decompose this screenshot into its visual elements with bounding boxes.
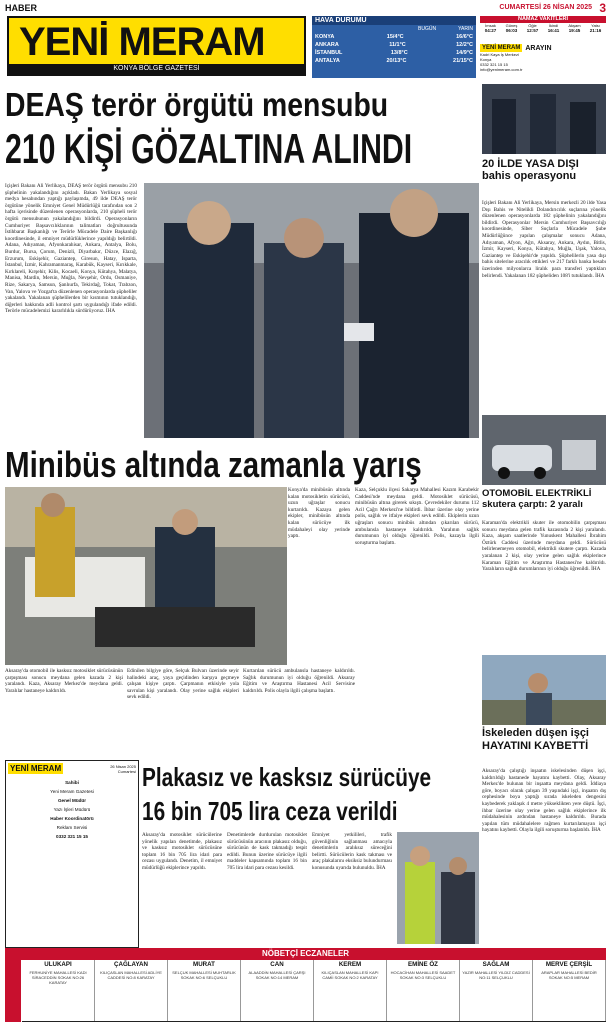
article-plate-col1: Aksaray'da motosiklet sürücülerine yönelik yapılan denetimde, plakasız ve kasksız motosiklet sürücüsüne toplam 16 bin 705 lira idari para cezası uygulandı. Denetim, il emniyet müdürlüğü ekiplerince yapıldı. [142,832,222,871]
prayer-times [480,16,606,44]
pharmacy-address: KILIÇASLAN MAHALLESİ KAPI CAMİİ SOKAK NO:2 KARATAY [321,970,379,980]
pharmacy-name: SAĞLAM [482,961,510,968]
prayer-time: 06:03 [505,28,518,33]
article-plate-col2: Denetimlerde durdurulan motosiklet sürücüsünün aracının plakasız olduğu, sürücünün de kask takmadığı tespit edildi. Bunun üzerine sürücüye ilgili maddeler kapsamında toplam 16 bin 705 lira idari para cezası kesildi. [227,832,307,871]
contact-cta: ARAYIN [525,44,552,52]
pharmacy-item [460,960,533,1021]
photo-police-checkpoint [397,832,479,944]
pharmacy-address: ALAADDİN MAHALLESİ ÇARŞI SOKAK NO:14 MERAM [248,970,306,980]
headline-deas[interactable] [5,84,479,180]
masthead-name: YENİ MERAM [19,20,265,64]
pharmacy-name: MURAT [193,961,215,968]
headline-minibus-text: Minibüs altında zamanla yarış [5,444,422,485]
article-deas-body: İçişleri Bakanı Ali Yerlikaya, DEAŞ terör örgütü mensubu 210 şüphelinin yakalandığını açıkladı. Bakan Yerlikaya sosyal medya hesabından yaptığı paylaşımda, 49 ilde DEAŞ terör örgütüne yönelik Emniyet Genel Müdürlüğü tarafından son 2 hafta içerisinde düzenlenen operasyonlarda, 210 şüpheli terör örgütü mensubunun yakalandığını bildirdi. Operasyonların Cumhuriyet Başsavcılıklarının talimatları doğrultusunda İstihbarat Başkanlığı ve Terörle Mücadele Daire Başkanlığı koordinesinde, il emniyet müdürlüklerince yapıldığı belirtildi. Adana, Adıyaman, Afyonkarahisar, Ankara, Antalya, Bolu, Burdur, Bursa, Çorum, Denizli, Diyarbakır, Düzce, Elazığ, Erzurum, Eskişehir, Gaziantep, Giresun, Hatay, Isparta, İstanbul, İzmir, Kahramanmaraş, Karabük, Kayseri, Kırıkkale, Kırklareli, Kırşehir, Kilis, Kocaeli, Konya, Kütahya, Malatya, Manisa, Mardin, Mersin, Muğla, Nevşehir, Ordu, Osmaniye, Rize, Sakarya, Samsun, Şanlıurfa, Tekirdağ, Tokat, Trabzon, Van, Yalova ve Yozgat'ta düzenlenen operasyonlarda şüpheliler yakalandı. Yakalanan şüphelilerden bir kısmının tutuklandığı, diğerleri hakkında adli kontrol şartı uygulandığı ifade edildi. Terörle mücadelemizi kararlılıkla sürdürüyoruz. İHA [5,183,137,315]
contact-line: 0332 321 15 15 [480,62,508,67]
article-plate-col3: Emniyet yetkilileri, trafik güvenliğinin sağlanması amacıyla denetimlerin aralıksız süreceğini belirtti. Sürücülerin kask takması ve araç plakalarını eksiksiz bulundurması konusunda uyarıda bulunuldu. İHA [312,832,392,871]
prayer-time: 19:45 [568,28,581,33]
photo-betting-operation [482,84,606,154]
weather-today-temp: 20/13°C [386,58,407,64]
prayer-label: Yatsı [591,23,600,28]
article-minibus-row3: Kurtarılan sürücü ambulansla hastaneye kaldırıldı. Sağlık durumunun iyi olduğu öğrenildi. Aksaray Eğitim ve Araştırma Hastanesi Acil Servisine kaldırıldı. Polis olayla ilgili çalışma başlattı. [243,668,355,694]
pharmacy-item [95,960,168,1021]
imprint-brand: YENİ MERAM [10,764,62,773]
imprint-line: Haber Koordinatörü [50,816,94,821]
article-scooter-body: Karaman'da elektrikli skuter ile otomobilin çarpışması sonucu meydana gelen trafik kazasında 2 kişi yaralandı. Kaza, akşam saatlerinde Yunuskent Mahallesi İbrahim Öztürk Caddesi üzerinde meydana geldi. Sürücüsü belirlenemeyen otomobil, elektrikli skutere çarptı. Kazada yaralanan 2 kişi, olay yerine gelen sağlık ekiplerince Karaman Eğitim ve Araştırma Hastanesi'ne kaldırıldı. Yaralıların sağlık durumlarının iyi olduğu öğrenildi. İHA [482,520,606,573]
prayer-time: 21:16 [589,28,602,33]
contact-brand: YENİ MERAM [482,45,521,51]
masthead-logo[interactable] [7,16,306,76]
pharmacy-address: KILIÇASLAN MAHALLESİ ADLİYE CADDESİ NO:8 KARATAY [100,970,162,980]
headline-minibus[interactable] [5,443,479,488]
pharmacy-title: NÖBETÇİ ECZANELER [5,948,606,960]
prayer-label: İmsak [485,23,496,28]
article-minibus-col2: Kaza, Selçuklu ilçesi Sakarya Mahallesi Kazım Karabekir Caddesi'nde meydana geldi. Motosiklet sürücüsü, minibüsün altına girerek sıkıştı. Çevredekiler durumu 112 Acil Çağrı Merkezi'ne bildirdi. İhbar üzerine olay yerine polis, sağlık ve itfaiye ekipleri sevk edildi. Ekiplerin uzun uğraşları sonucu minibüs altından çıkarılan sürücü, ambulansla hastaneye kaldırıldı. Yaralının sağlık durumunun iyi olduğu öğrenildi. Polis, kazayla ilgili soruşturma başlattı. [355,487,479,546]
weather-title: HAVA DURUMU [312,16,476,25]
article-minibus-row1: Aksaray'da otomobil ile kasksız motosiklet sürücüsünün çarpışması sonucu meydana gelen kazada 2 kişi yaralandı. Kaza, Aksaray Merkez'de meydana geldi. Yaralılar hastaneye kaldırıldı. [5,668,123,694]
pharmacy-name: ÇAĞLAYAN [114,961,148,968]
headline-plate-line2: 16 bin 705 lira ceza verildi [142,796,398,826]
imprint-date: 26 Nisan 2025 Cumartesi [110,763,136,774]
pharmacy-name: CAN [270,961,284,968]
headline-deas-line1: DEAŞ terör örgütü mensubu [5,86,389,123]
pharmacy-item [168,960,241,1021]
article-scaffold-body: Aksaray'da çalıştığı inşaatın iskelesinden düşen işçi, kaldırıldığı hastanede hayatını kaybetti. Olay, Aksaray Merkez'de bulunan bir inşaatta meydana geldi. İddiaya göre, boyacı olarak çalışan 39 yaşındaki işçi, inşaatın dış cephesinde boya yaptığı sırada iskeleden dengesini kaybederek yaklaşık 4 metre yükseklikten yere düştü. İşçi, ihbar üzerine olay yerine gelen sağlık ekiplerince ilk müdahalesinin ardından hastaneye kaldırıldı. Burada yapılan tüm müdahalelere rağmen kurtarılamayan işçi hayatını kaybetti. Olayla ilgili soruşturma başlatıldı. İHA [482,768,606,834]
headline-betting[interactable]: 20 İLDE YASA DIŞI bahis operasyonu [482,158,579,182]
imprint-line: Genel Müdür [57,798,87,803]
imprint-line: Sahibi [65,780,79,785]
weather-city: İSTANBUL [315,50,343,56]
weather-today-label: BUGÜN [418,26,437,32]
weather-city: ANKARA [315,42,339,48]
contact-line: Konya [480,57,492,62]
prayer-time: 12:57 [526,28,539,33]
article-betting-body: İçişleri Bakanı Ali Yerlikaya, Mersin merkezli 20 ilde Yasa Dışı Bahis ve Nitelikli Dolandırıcılık suçlarına yönelik düzenlenen operasyonlarda 182 şüphelinin yakalandığını bildirdi. Operasyonlar Mersin Cumhuriyet Başsavcılığı koordinesinde, Siber Suçlarla Mücadele Şube Müdürlüğünce yapılan çalışmalar sonucu Adana, Adıyaman, Afyon, Ağrı, Aksaray, Ankara, Aydın, Bitlis, İzmir, Kayseri, Konya, Kütahya, Muğla, Uşak, Yalova, Gaziantep ve Eskişehir'de yapıldı. Şüphelilerin yasa dışı bahis sitelerine aracılık ettikleri ve 217 farklı banka hesabı üzerinden milyonlarca liralık para transferi yaptıkları belirlendi. Yakalanan 182 şüpheliden 108'i tutuklandı. İHA [482,200,606,279]
pharmacy-item [241,960,314,1021]
pharmacy-address: HOCACİHAN MAHALLESİ SAADET SOKAK NO:3 SELÇUKLU [390,970,456,980]
weather-tomorrow-temp: 12/2°C [456,42,473,48]
pharmacy-date-strip [5,960,21,1022]
imprint-line: Yazı İşleri Müdürü [53,807,91,812]
prayer-title: NAMAZ VAKİTLERİ [480,16,606,23]
weather-box [312,16,476,78]
imprint-line: 0332 321 15 15 [56,834,88,839]
top-bar [5,3,606,15]
weather-today-temp: 11/1°C [389,42,406,48]
imprint-box [5,760,139,948]
pharmacy-address: YAZIR MAHALLESİ YILDIZ CADDESİ NO:11 SELÇUKLU [462,970,530,980]
headline-scooter[interactable]: OTOMOBİL ELEKTRİKLİ skutera çarptı: 2 yaralı [482,488,592,510]
article-minibus-row2: Edinilen bilgiye göre, Selçuk Bulvarı üzerinde seyir halindeki araç, yaya geçidinden karşıya geçmeye çalışan kişiye çarptı. Çarpmanın etkisiyle yola savrulan kişi yaralandı. Olay yerine sağlık ekipleri sevk edildi. [127,668,239,701]
pharmacy-item [22,960,95,1021]
contact-line: info@yenimeram.com.tr [480,67,523,72]
pharmacy-item [314,960,387,1021]
pharmacy-item [387,960,460,1021]
pharmacy-name: MERVE ÇERŞİL [545,961,593,968]
weather-today-temp: 13/8°C [390,50,408,56]
weather-row [312,57,476,65]
pharmacy-address: FERHUNİYE MAHALLESİ KADI SİRACEDDİN SOKAK NO:26 KARATAY [29,970,87,985]
imprint-line: Yeni Meram Gazetesi [50,789,94,794]
pharmacy-list [22,960,606,1022]
headline-plate-line1: Plakasız ve kasksız sürücüye [142,762,432,792]
imprint-line: Reklam Servisi [56,825,88,830]
weather-today-temp: 15/4°C [386,34,404,40]
prayer-label: İkindi [548,23,559,28]
weather-row [312,41,476,49]
pharmacy-item [533,960,606,1021]
section-label: HABER [5,3,38,13]
contact-line: Kadri Kaya İş Merkezi [480,52,519,57]
weather-tomorrow-temp: 21/15°C [453,58,473,64]
prayer-time: 16:41 [547,28,560,33]
weather-city: KONYA [315,34,335,40]
prayer-label: Akşam [568,23,581,28]
weather-row [312,49,476,57]
photo-minibus-rescue [5,487,287,665]
headline-deas-line2: 210 KİŞİ GÖZALTINA ALINDI [5,125,413,172]
page-number: 3 [599,1,606,15]
photo-scooter-crash [482,415,606,485]
weather-tomorrow-temp: 14/9°C [456,50,473,56]
prayer-label: Güneş [505,23,518,28]
contact-box [480,44,606,78]
article-minibus-col1: Konya'da minibüsün altında kalan motosikletin sürücüsü, uzun uğraşlar sonucu kurtarıldı. Kazaya gelen ekipler, minibüsün altında kalan sürücüye ilk müdahaleyi olay yerinde yaptı. [288,487,350,540]
pharmacy-name: KEREM [338,961,362,968]
photo-scaffold-worker [482,655,606,725]
weather-row [312,33,476,41]
weather-city: ANTALYA [315,58,340,64]
masthead-subtitle: KONYA BÖLGE GAZETESİ [9,64,304,74]
pharmacy-address: ARAPLAR MAHALLESİ BEDİR SOKAK NO:5 MERAM [541,970,597,980]
prayer-label: Öğle [528,23,537,28]
pharmacy-address: SELÇUK MAHALLESİ MUHTARLIK SOKAK NO:6 SELÇUKLU [172,970,236,980]
pharmacy-name: EMİNE ÖZ [408,961,438,968]
headline-plate[interactable] [142,760,479,830]
photo-police-arrest [144,183,479,438]
headline-scaffold[interactable]: İskeleden düşen işçi HAYATINI KAYBETTİ [482,727,589,752]
issue-date: CUMARTESİ 26 NİSAN 2025 [499,4,592,11]
weather-tomorrow-temp: 16/6°C [456,34,473,40]
weather-tomorrow-label: YARIN [458,26,473,32]
pharmacy-name: ULUKAPI [44,961,72,968]
prayer-time: 04:27 [484,28,497,33]
